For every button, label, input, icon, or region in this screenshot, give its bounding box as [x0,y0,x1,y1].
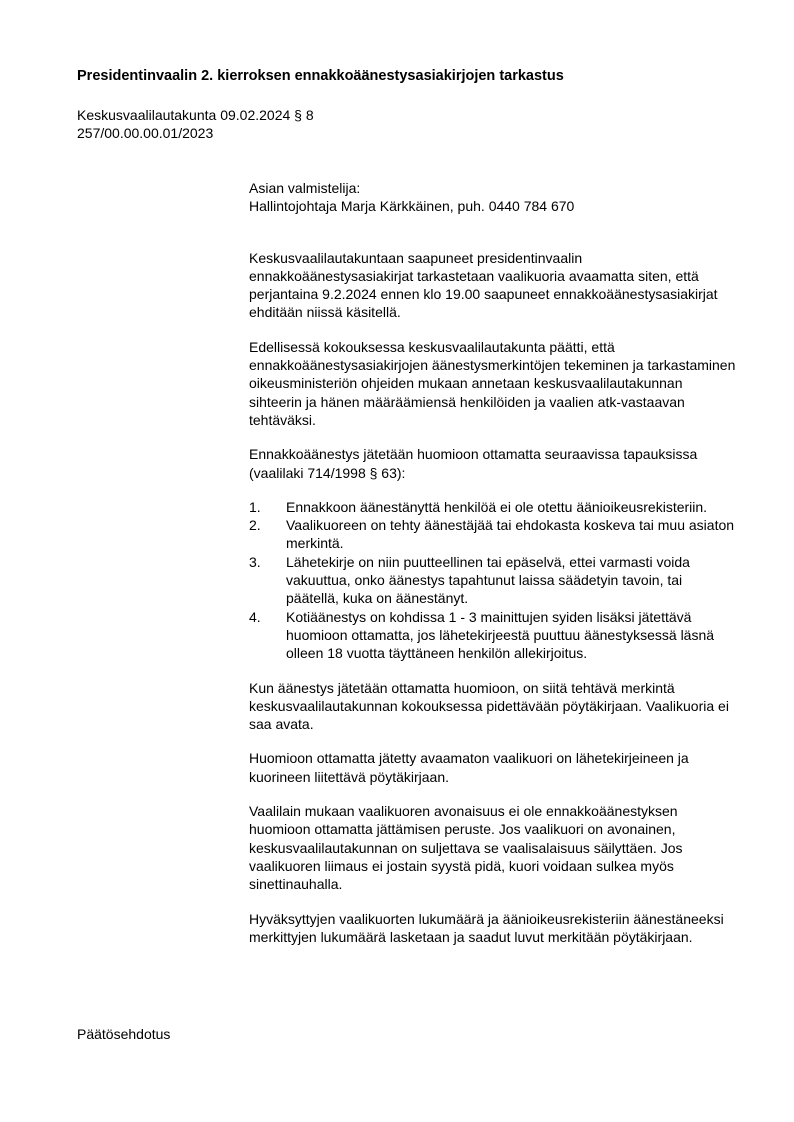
paragraph: Edellisessä kokouksessa keskusvaalilautakunta päätti, että ennakkoäänestysasiakirjojen äänestysmerkintöjen tekeminen ja tarkastaminen oikeusministeriön ohjeiden mukaan annetaan keskusvaalilautakunnan sihteerin ja hänen määräämiensä henkilöiden ja vaalien atk-vastaavan tehtäväksi. [249,338,736,428]
document-body [249,179,736,946]
list-item-text: Vaalikuoreen on tehty äänestäjää tai ehdokasta koskeva tai muu asiaton merkintä. [286,517,735,552]
record-number: 257/00.00.00.01/2023 [77,125,214,141]
paragraph: Keskusvaalilautakuntaan saapuneet presidentinvaalin ennakkoäänestysasiakirjat tarkastetaan vaalikuoria avaamatta siten, että perjantaina 9.2.2024 ennen klo 19.00 saapuneet ennakkoäänestysasiakirjat ehditään niissä käsitellä. [249,249,718,321]
list-item-number: 1. [249,498,261,515]
meeting-reference: Keskusvaalilautakunta 09.02.2024 § 8 [77,107,314,123]
list-item [249,498,736,516]
paragraph: Kun äänestys jätetään ottamatta huomioon, on siitä tehtävä merkintä keskusvaalilautakunnan kokouksessa pidettävään pöytäkirjaan. Vaalikuoria ei saa avata. [249,679,729,733]
list-item-number: 3. [249,553,261,570]
list-item-number: 2. [249,517,261,534]
list-item [249,553,736,608]
list-item-text: Lähetekirje on niin puutteellinen tai epäselvä, ettei varmasti voida vakuuttua, onko äänestys tapahtunut laissa säädetyin tavoin, tai päätellä, kuka on äänestänyt. [286,553,690,607]
paragraph: Huomioon ottamatta jätetty avaamaton vaalikuori on lähetekirjeineen ja kuorineen liitettävä pöytäkirjaan. [249,750,689,785]
list-item-text: Kotiäänestys on kohdissa 1 - 3 mainittujen syiden lisäksi jätettävä huomioon ottamatta, jos lähetekirjeestä puuttuu äänestyksessä läsnä olleen 18 vuotta täyttäneen henkilön allekirjoitus. [286,608,715,662]
paragraph: Hyväksyttyjen vaalikuorten lukumäärä ja äänioikeusrekisteriin äänestäneeksi merkittyjen lukumäärä lasketaan ja saadut luvut merkitään pöytäkirjaan. [249,910,724,945]
document-title: Presidentinvaalin 2. kierroksen ennakkoäänestysasiakirjojen tarkastus [77,68,564,84]
grounds-list [249,498,736,663]
document-meta [77,106,314,142]
decision-proposal-heading: Päätösehdotus [77,1026,171,1042]
preparer: Hallintojohtaja Marja Kärkkäinen, puh. 0440 784 670 [249,198,575,215]
paragraph: Vaalilain mukaan vaalikuoren avonaisuus ei ole ennakkoäänestyksen huomioon ottamatta jättämisen peruste. Jos vaalikuori on avonainen, keskusvaalilautakunnan on suljettava se vaalisalaisuus säilyttäen. Jos vaalikuoren liimaus ei jostain syystä pidä, kuori voidaan sulkea myös sinettinauhalla. [249,803,683,893]
list-item-text: Ennakkoon äänestänyttä henkilöä ei ole otettu äänioikeusrekisteriin. [286,498,708,515]
list-item [249,608,736,663]
preparer-label: Asian valmistelija: [249,180,361,196]
paragraph: Ennakkoäänestys jätetään huomioon ottamatta seuraavissa tapauksissa (vaalilaki 714/1998 § 63): [249,446,698,481]
list-item-number: 4. [249,608,261,625]
list-item [249,516,736,553]
